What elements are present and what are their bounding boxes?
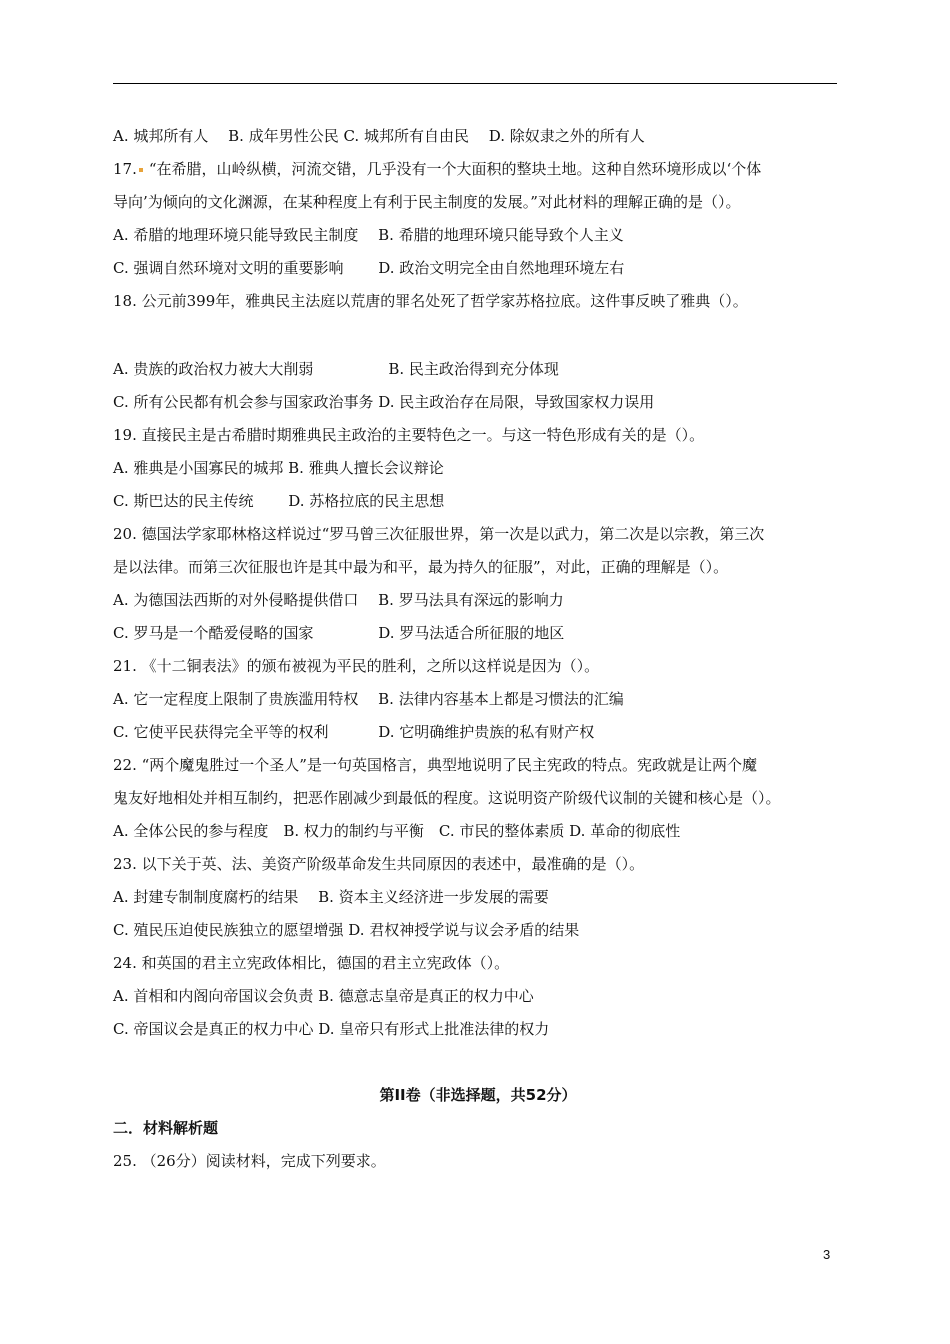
blank-gap	[113, 318, 843, 353]
q21-stem: 21. 《十二铜表法》的颁布被视为平民的胜利，之所以这样说是因为（）。	[113, 657, 600, 675]
q20-stem-line-2: 是以法律。而第三次征服也许是其中最为和平，最为持久的征服”，对此，正确的理解是（）。	[113, 558, 729, 576]
q22-stem-line-1: 22. “两个魔鬼胜过一个圣人”是一句英国格言，典型地说明了民主宪政的特点。宪政就是让两个魔	[113, 756, 757, 774]
q18-options-cd: C. 所有公民都有机会参与国家政治事务 D. 民主政治存在局限，导致国家权力误用	[113, 393, 655, 411]
q25-stem: 25. （26分）阅读材料，完成下列要求。	[113, 1152, 386, 1170]
q18-options-ab: A. 贵族的政治权力被大大削弱 B. 民主政治得到充分体现	[113, 360, 559, 378]
q21-options-ab: A. 它一定程度上限制了贵族滥用特权 B. 法律内容基本上都是习惯法的汇编	[113, 690, 624, 708]
q17-stem-line-1	[113, 153, 843, 186]
q21-options-cd: C. 它使平民获得完全平等的权利 D. 它明确维护贵族的私有财产权	[113, 723, 595, 741]
q20-options-cd: C. 罗马是一个酷爱侵略的国家 D. 罗马法适合所征服的地区	[113, 624, 565, 642]
q17-number: 17.	[113, 160, 137, 178]
section-heading: 二．材料解析题	[113, 1119, 219, 1137]
q23-options-ab: A. 封建专制制度腐朽的结果 B. 资本主义经济进一步发展的需要	[113, 888, 549, 906]
q17-stem-line-2: 导向’为倾向的文化渊源，在某种程度上有利于民主制度的发展。”对此材料的理解正确的是（）。	[113, 193, 741, 211]
q24-options-ab: A. 首相和内阁向帝国议会负责 B. 德意志皇帝是真正的权力中心	[113, 987, 534, 1005]
q20-options-ab: A. 为德国法西斯的对外侵略提供借口 B. 罗马法具有深远的影响力	[113, 591, 564, 609]
q16-options: A. 城邦所有人 B. 成年男性公民 C. 城邦所有自由民 D. 除奴隶之外的所有人	[113, 127, 645, 145]
q24-stem: 24. 和英国的君主立宪政体相比，德国的君主立宪政体（）。	[113, 954, 510, 972]
q20-stem-line-1: 20. 德国法学家耶林格这样说过“罗马曾三次征服世界，第一次是以武力，第二次是以宗教，第三次	[113, 525, 765, 543]
q22-stem-line-2: 鬼友好地相处并相互制约，把恶作剧减少到最低的程度。这说明资产阶级代议制的关键和核心是（）。	[113, 789, 781, 807]
q19-options-ab: A. 雅典是小国寡民的城邦 B. 雅典人擅长会议辩论	[113, 459, 444, 477]
header-rule	[113, 83, 837, 84]
section-title: 第II卷（非选择题，共52分）	[379, 1086, 577, 1104]
exam-content	[113, 120, 843, 1178]
q17-stem-text-1: “在希腊，山岭纵横，河流交错，几乎没有一个大面积的整块土地。这种自然环境形成以‘个体	[148, 160, 762, 178]
q19-stem: 19. 直接民主是古希腊时期雅典民主政治的主要特色之一。与这一特色形成有关的是（）。	[113, 426, 705, 444]
q19-options-cd: C. 斯巴达的民主传统 D. 苏格拉底的民主思想	[113, 492, 445, 510]
q23-stem: 23. 以下关于英、法、美资产阶级革命发生共同原因的表述中，最准确的是（）。	[113, 855, 645, 873]
q17-options-cd: C. 强调自然环境对文明的重要影响 D. 政治文明完全由自然地理环境左右	[113, 259, 625, 277]
q24-options-cd: C. 帝国议会是真正的权力中心 D. 皇帝只有形式上批准法律的权力	[113, 1020, 550, 1038]
q18-stem: 18. 公元前399年，雅典民主法庭以荒唐的罪名处死了哲学家苏格拉底。这件事反映了雅典（）。	[113, 292, 748, 310]
highlight-mark	[139, 168, 143, 172]
q22-options: A. 全体公民的参与程度 B. 权力的制约与平衡 C. 市民的整体素质 D. 革命的彻底性	[113, 822, 681, 840]
page-number: 3	[823, 1247, 831, 1262]
q17-options-ab: A. 希腊的地理环境只能导致民主制度 B. 希腊的地理环境只能导致个人主义	[113, 226, 624, 244]
q23-options-cd: C. 殖民压迫使民族独立的愿望增强 D. 君权神授学说与议会矛盾的结果	[113, 921, 580, 939]
